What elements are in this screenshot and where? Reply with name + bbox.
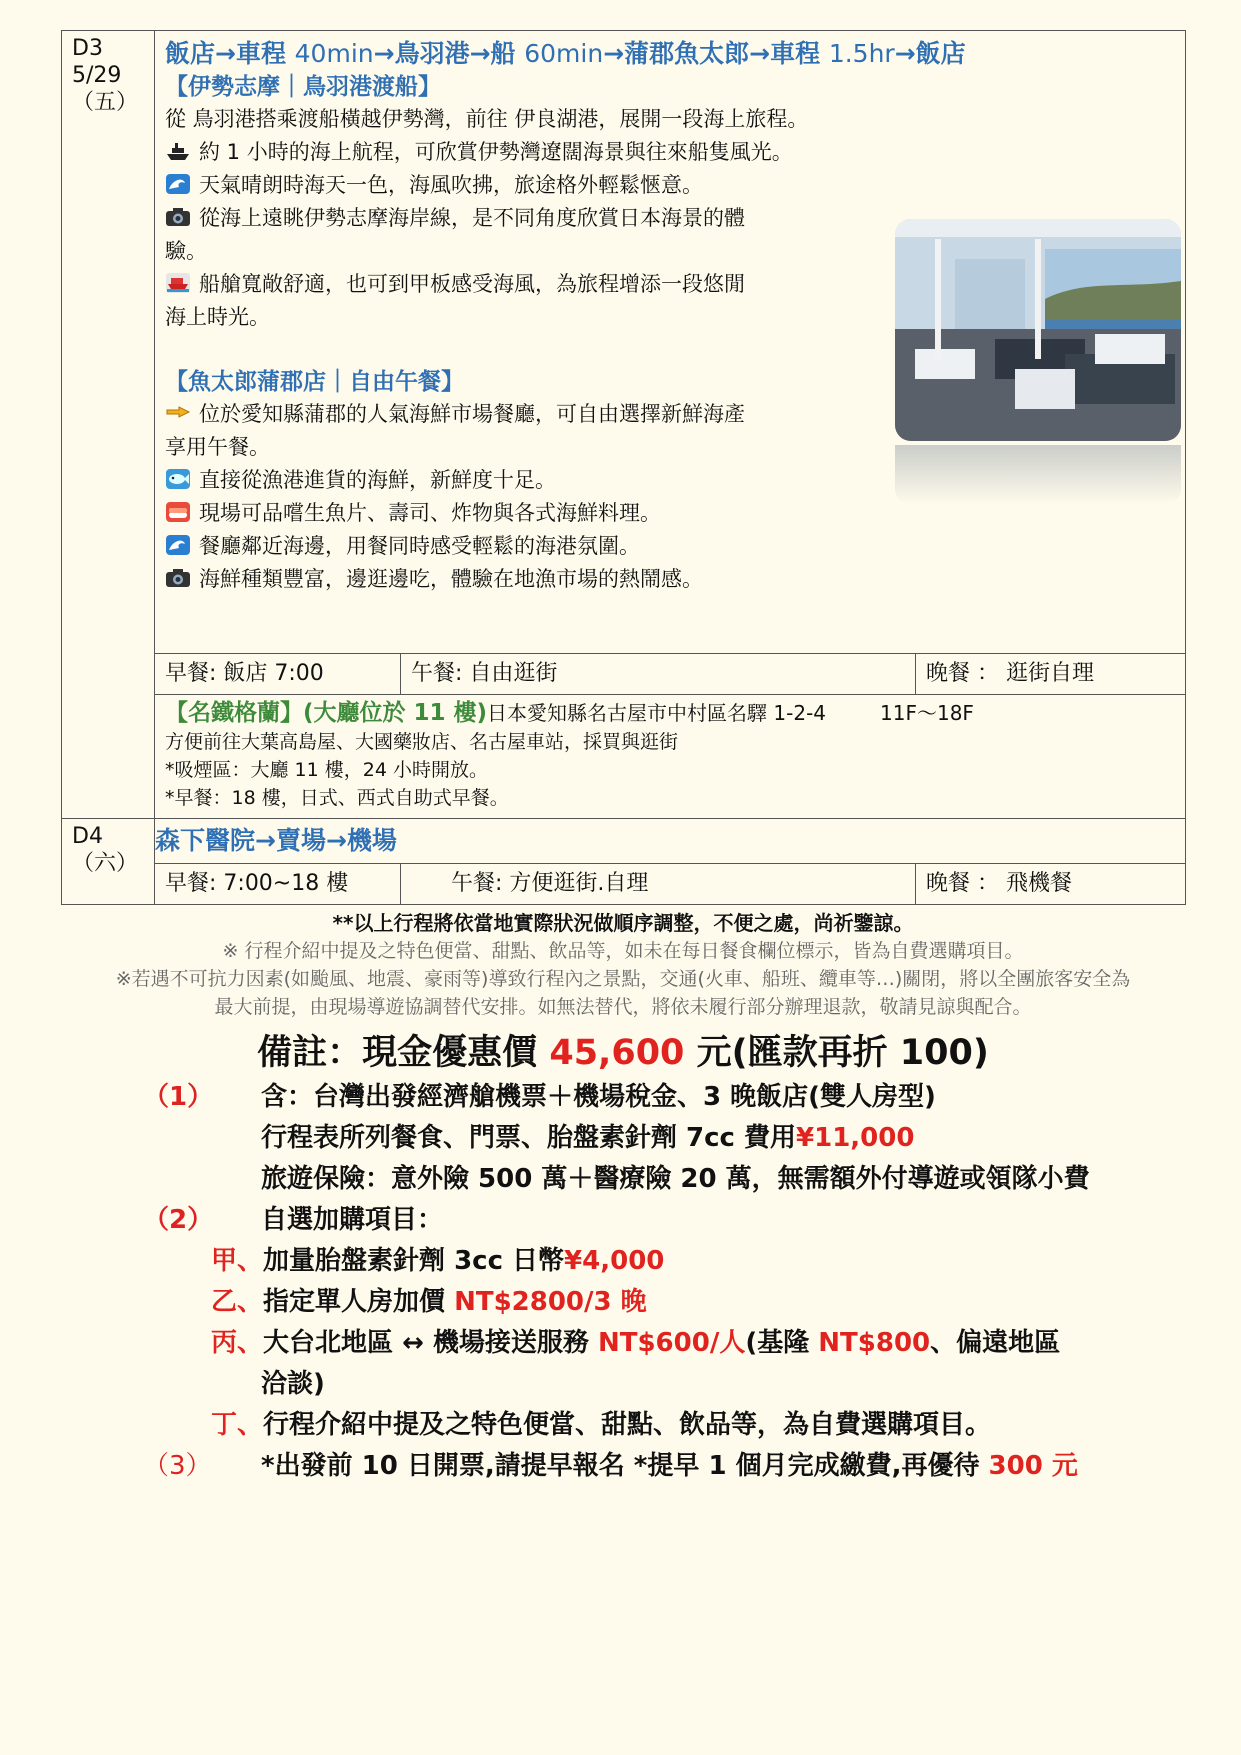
d3-content xyxy=(155,71,1185,614)
camera-icon xyxy=(165,205,191,227)
hotel-name: 【名鐵格蘭】(大廳位於 11 樓) xyxy=(165,700,488,726)
addon-c: 丙、大台北地區 ↔ 機場接送服務 NT$600/人(基隆 NT$800、偏遠地區 xyxy=(211,1328,1061,1358)
s2-line-3: 現場可品嚐生魚片、壽司、炸物與各式海鮮料理。 xyxy=(165,497,1175,530)
note-3: ※若遇不可抗力因素(如颱風、地震、豪雨等)導致行程內之景點，交通(火車、船班、纜車等…)關閉，將以全團旅客安全為 xyxy=(115,968,1131,990)
s2-line-1: 享用午餐。 xyxy=(165,435,270,459)
fish-icon xyxy=(165,467,191,489)
d3-route: 飯店→車程 40min→鳥羽港→船 60min→蒲郡魚太郎→車程 1.5hr→飯店 xyxy=(165,39,966,68)
notes xyxy=(61,909,1185,1021)
d3-date: 5/29 xyxy=(72,63,122,88)
hotel-line-2: *早餐：18 樓，日式、西式自助式早餐。 xyxy=(165,787,509,809)
d3-dinner: 晚餐 ： 逛街自理 xyxy=(916,654,1186,695)
itinerary-sheet xyxy=(61,30,1185,1487)
s1-line-4: 驗。 xyxy=(165,239,207,263)
addon-a: 甲、加量胎盤素針劑 3cc 日幣¥4,000 xyxy=(211,1246,665,1276)
note-1: **以上行程將依當地實際狀況做順序調整，不便之處，尚祈鑒諒。 xyxy=(332,911,914,935)
d3-meals-row xyxy=(62,654,1186,695)
d4-dinner: 晚餐 ： 飛機餐 xyxy=(916,864,1186,905)
price-items xyxy=(61,1077,1185,1487)
section2-title: 【魚太郎蒲郡店｜自由午餐】 xyxy=(165,369,464,395)
d4-meals-row xyxy=(62,864,1186,905)
section1-title: 【伊勢志摩｜鳥羽港渡船】 xyxy=(165,74,441,100)
d4-route: 森下醫院→賣場→機場 xyxy=(155,819,1186,864)
d4-breakfast: 早餐: 7:00~18 樓 xyxy=(155,864,401,905)
s1-line-6: 海上時光。 xyxy=(165,305,270,329)
d4-lunch: 午餐: 方便逛街.自理 xyxy=(401,864,916,905)
s2-line-0: 位於愛知縣蒲郡的人氣海鮮市場餐廳，可自由選擇新鮮海產 xyxy=(165,398,1175,431)
s1-line-3: 從海上遠眺伊勢志摩海岸線，是不同角度欣賞日本海景的體 xyxy=(165,202,1175,235)
ship-icon xyxy=(165,139,191,161)
s2-line-2: 直接從漁港進貨的海鮮，新鮮度十足。 xyxy=(165,464,1175,497)
s2-line-4: 餐廳鄰近海邊，用餐同時感受輕鬆的海港氛圍。 xyxy=(165,530,1175,563)
item-1-line-1: （1） 含：台灣出發經濟艙機票＋機場稅金、3 晚飯店(雙人房型) xyxy=(143,1082,936,1112)
s1-line-5: 船艙寬敞舒適，也可到甲板感受海風，為旅程增添一段悠閒 xyxy=(165,268,1175,301)
addon-c-cont: 洽談) xyxy=(261,1369,325,1399)
s1-line-2: 天氣晴朗時海天一色，海風吹拂，旅途格外輕鬆愜意。 xyxy=(165,169,1175,202)
note-4: 最大前提，由現場導遊協調替代安排。如無法替代，將依未履行部分辦理退款，敬請見諒與配合。 xyxy=(214,996,1032,1018)
d3-content-cell xyxy=(155,31,1186,654)
item-1-line-3: 旅遊保險：意外險 500 萬＋醫療險 20 萬，無需額外付導遊或領隊小費 xyxy=(261,1164,1090,1194)
sushi-icon xyxy=(165,500,191,522)
remark-title: 備註：現金優惠價 45,600 元(匯款再折 100) xyxy=(257,1033,989,1073)
s2-line-5: 海鮮種類豐富，邊逛邊吃，體驗在地漁市場的熱鬧感。 xyxy=(165,563,1175,596)
wave-icon xyxy=(165,172,191,194)
item-3-line: （3） *出發前 10 日開票,請提早報名 *提早 1 個月完成繳費,再優待 300 元 xyxy=(143,1451,1078,1481)
hotel-floors: 11F～18F xyxy=(880,701,974,725)
ferry-icon xyxy=(165,271,191,293)
d3-day-cell xyxy=(62,31,155,819)
addon-b: 乙、指定單人房加價 NT$2800/3 晚 xyxy=(211,1287,647,1317)
item-2-line: （2） 自選加購項目： xyxy=(143,1205,444,1235)
note-2: ※ 行程介紹中提及之特色便當、甜點、飲品等，如未在每日餐食欄位標示，皆為自費選購項目。 xyxy=(222,940,1024,962)
hotel-line-1: *吸煙區：大廳 11 樓，24 小時開放。 xyxy=(165,759,488,781)
item-1-line-2: 行程表所列餐食、門票、胎盤素針劑 7cc 費用¥11,000 xyxy=(261,1123,915,1153)
itinerary-table xyxy=(61,30,1186,905)
photo-reflection xyxy=(895,445,1181,505)
hotel-line-0: 方便前往大葉高島屋、大國藥妝店、名古屋車站，採買與逛街 xyxy=(165,731,679,753)
s1-line-0: 從 鳥羽港搭乘渡船橫越伊勢灣，前往 伊良湖港，展開一段海上旅程。 xyxy=(165,107,809,131)
hotel-address: 日本愛知縣名古屋市中村區名驛 1-2-4 xyxy=(487,701,827,725)
cash-price: 45,600 xyxy=(549,1033,685,1073)
s1-line-1: 約 1 小時的海上航程，可欣賞伊勢灣遼闊海景與往來船隻風光。 xyxy=(165,136,1175,169)
pointing-hand-icon xyxy=(165,401,191,423)
addon-d: 丁、行程介紹中提及之特色便當、甜點、飲品等，為自費選購項目。 xyxy=(211,1410,992,1440)
d4-day: D4 xyxy=(72,824,103,849)
hotel-info xyxy=(155,695,1185,818)
d4-weekday: （六） xyxy=(72,851,139,876)
d3-hotel-cell xyxy=(155,695,1186,819)
d4-day-cell xyxy=(62,819,155,905)
camera-icon xyxy=(165,566,191,588)
d3-lunch: 午餐: 自由逛街 xyxy=(401,654,916,695)
ferry-cabin-photo xyxy=(895,219,1181,441)
wave-icon xyxy=(165,533,191,555)
d3-day: D3 xyxy=(72,36,103,61)
d3-breakfast: 早餐: 飯店 7:00 xyxy=(155,654,401,695)
d3-weekday: （五） xyxy=(72,90,139,115)
